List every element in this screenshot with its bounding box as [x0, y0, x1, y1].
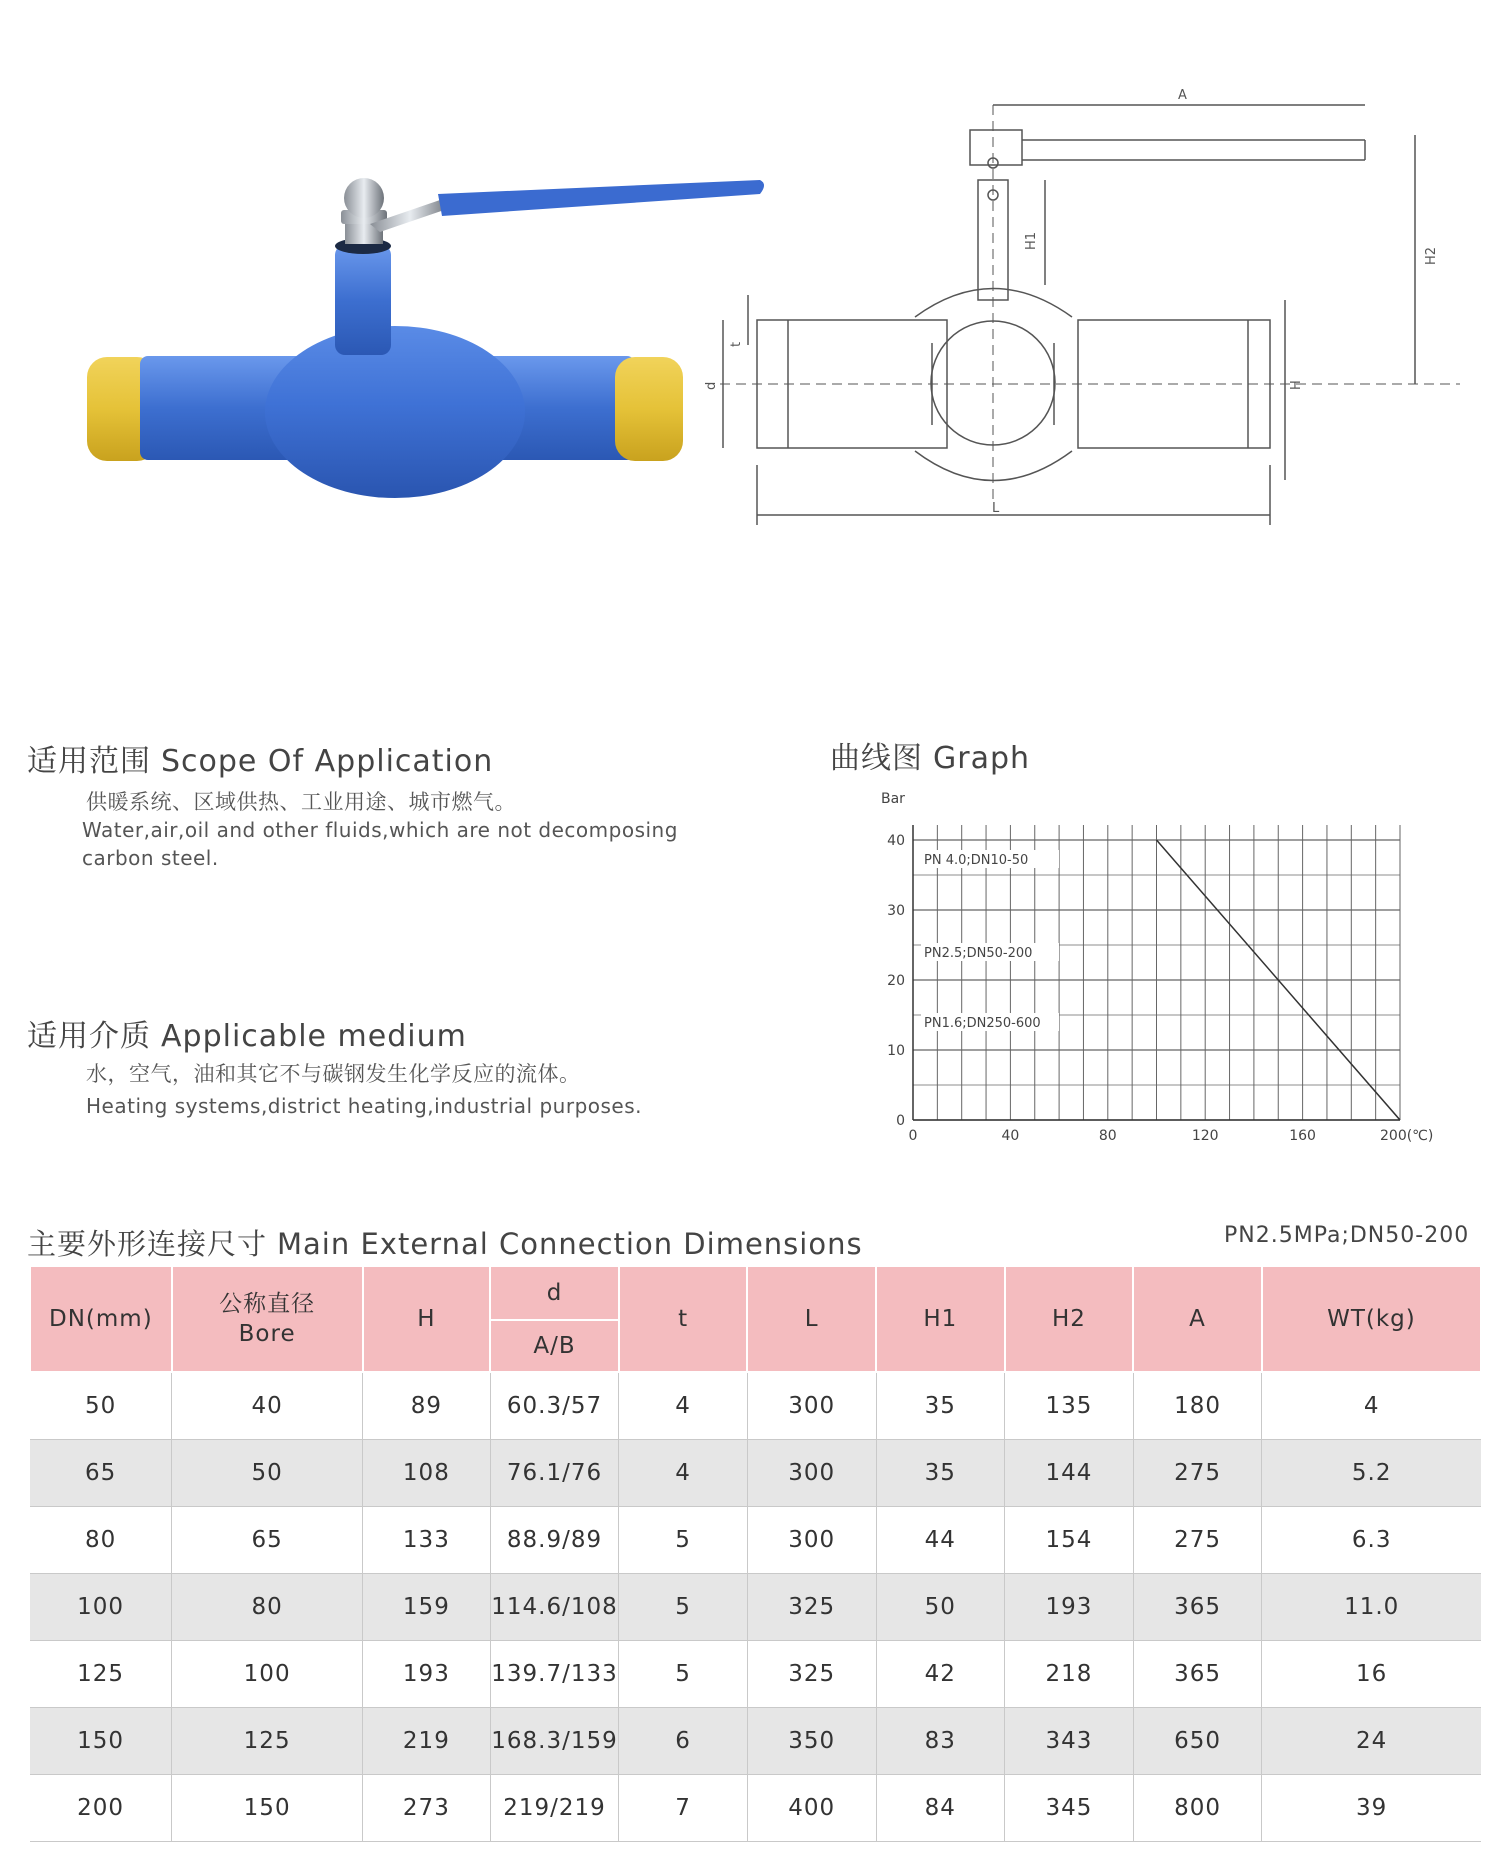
cell-a: 365: [1133, 1574, 1262, 1641]
cell-l: 300: [747, 1507, 876, 1574]
cell-t: 7: [619, 1775, 748, 1842]
annotation-label: PN1.6;DN250-600: [924, 1016, 1041, 1031]
header-t: t: [619, 1266, 748, 1372]
cell-wt: 39: [1262, 1775, 1481, 1842]
x-tick-label: 120: [1191, 1128, 1219, 1144]
cell-h2: 218: [1005, 1641, 1134, 1708]
cell-bore: 125: [172, 1708, 363, 1775]
cell-h2: 345: [1005, 1775, 1134, 1842]
cell-d-ab: 168.3/159: [490, 1708, 619, 1775]
y-axis-label: Bar: [881, 791, 905, 807]
table-row: [30, 1507, 1481, 1574]
cell-h: 89: [363, 1372, 491, 1440]
cell-wt: 11.0: [1262, 1574, 1481, 1641]
y-tick-label: 30: [887, 903, 905, 919]
cell-d-ab: 76.1/76: [490, 1440, 619, 1507]
cell-l: 350: [747, 1708, 876, 1775]
cell-h: 273: [363, 1775, 491, 1842]
cell-dn: 50: [30, 1372, 172, 1440]
graph-title-en: Graph: [933, 741, 1031, 776]
cell-wt: 5.2: [1262, 1440, 1481, 1507]
cell-t: 5: [619, 1641, 748, 1708]
cell-h2: 154: [1005, 1507, 1134, 1574]
cell-bore: 80: [172, 1574, 363, 1641]
cell-h: 159: [363, 1574, 491, 1641]
annotation-label: PN 4.0;DN10-50: [924, 853, 1029, 868]
valve-product-image: [70, 150, 770, 510]
cell-h1: 83: [876, 1708, 1005, 1775]
cell-wt: 16: [1262, 1641, 1481, 1708]
x-tick-label: 80: [1098, 1128, 1117, 1144]
y-tick-label: 10: [887, 1043, 905, 1059]
table-row: [30, 1708, 1481, 1775]
header-dn: DN(mm): [30, 1266, 172, 1372]
cell-t: 4: [619, 1372, 748, 1440]
annotation-label: PN2.5;DN50-200: [924, 946, 1033, 961]
cell-h1: 44: [876, 1507, 1005, 1574]
table-row: [30, 1440, 1481, 1507]
cell-bore: 40: [172, 1372, 363, 1440]
cell-bore: 100: [172, 1641, 363, 1708]
dims-spec: PN2.5MPa;DN50-200: [1224, 1223, 1470, 1248]
y-tick-label: 40: [887, 833, 905, 849]
cell-a: 650: [1133, 1708, 1262, 1775]
cell-dn: 80: [30, 1507, 172, 1574]
medium-title-cn: 适用介质: [27, 1019, 151, 1054]
x-tick-label: 0: [908, 1128, 918, 1144]
dim-label-a: A: [1178, 88, 1187, 103]
cell-h: 193: [363, 1641, 491, 1708]
scope-title-en: Scope Of Application: [161, 744, 494, 779]
dim-label-t: t: [729, 341, 744, 347]
cell-h: 133: [363, 1507, 491, 1574]
scope-text-en: Water,air,oil and other fluids,which are not decomposing carbon steel.: [82, 818, 678, 870]
table-row: [30, 1775, 1481, 1842]
cell-t: 5: [619, 1507, 748, 1574]
header-a: A: [1133, 1266, 1262, 1372]
cell-bore: 50: [172, 1440, 363, 1507]
cell-a: 365: [1133, 1641, 1262, 1708]
dim-label-h: H: [1289, 380, 1304, 390]
cell-l: 325: [747, 1574, 876, 1641]
cell-h2: 144: [1005, 1440, 1134, 1507]
medium-title-en: Applicable medium: [161, 1019, 467, 1054]
table-row: [30, 1574, 1481, 1641]
y-tick-label: 20: [887, 973, 905, 989]
medium-text-cn-value: 水，空气，油和其它不与碳钢发生化学反应的流体。: [86, 1062, 581, 1086]
header-h1: H1: [876, 1266, 1005, 1372]
cell-h1: 50: [876, 1574, 1005, 1641]
cell-dn: 200: [30, 1775, 172, 1842]
cell-d-ab: 88.9/89: [490, 1507, 619, 1574]
cell-t: 5: [619, 1574, 748, 1641]
table-row: [30, 1641, 1481, 1708]
dims-title: [27, 1222, 863, 1263]
dims-title-cn: 主要外形连接尺寸: [27, 1227, 268, 1261]
pressure-temperature-chart: [820, 780, 1500, 1150]
cell-h: 219: [363, 1708, 491, 1775]
cell-d-ab: 219/219: [490, 1775, 619, 1842]
cell-a: 275: [1133, 1507, 1262, 1574]
cell-bore: 65: [172, 1507, 363, 1574]
header-bore-en: Bore: [238, 1321, 296, 1347]
cell-h1: 35: [876, 1372, 1005, 1440]
cell-l: 325: [747, 1641, 876, 1708]
graph-title: [830, 733, 1030, 777]
header-d: d: [490, 1266, 619, 1320]
header-l: L: [747, 1266, 876, 1372]
cell-t: 4: [619, 1440, 748, 1507]
cell-l: 300: [747, 1372, 876, 1440]
dims-title-en: Main External Connection Dimensions: [277, 1227, 863, 1261]
table-row: [30, 1372, 1481, 1440]
cell-h1: 84: [876, 1775, 1005, 1842]
cell-l: 300: [747, 1440, 876, 1507]
graph-title-cn: 曲线图: [830, 741, 923, 776]
scope-text-cn-value: 供暖系统、区域供热、工业用途、城市燃气。: [86, 790, 516, 814]
cell-h2: 135: [1005, 1372, 1134, 1440]
cell-wt: 24: [1262, 1708, 1481, 1775]
cell-d-ab: 139.7/133: [490, 1641, 619, 1708]
dim-label-l: L: [992, 501, 1000, 516]
header-bore: [172, 1266, 363, 1372]
valve-technical-drawing: [700, 85, 1480, 555]
cell-d-ab: 60.3/57: [490, 1372, 619, 1440]
cell-dn: 150: [30, 1708, 172, 1775]
header-wt: WT(kg): [1262, 1266, 1481, 1372]
cell-dn: 65: [30, 1440, 172, 1507]
cell-d-ab: 114.6/108: [490, 1574, 619, 1641]
dim-label-h2: H2: [1424, 246, 1439, 265]
medium-text-cn: [86, 1060, 581, 1088]
header-ab: A/B: [490, 1320, 619, 1372]
scope-text-cn: [86, 788, 516, 816]
cell-h: 108: [363, 1440, 491, 1507]
medium-title: [27, 1011, 467, 1055]
dim-label-d: d: [704, 381, 719, 390]
cell-a: 800: [1133, 1775, 1262, 1842]
x-tick-label: 160: [1289, 1128, 1316, 1144]
x-tick-label: 40: [1001, 1128, 1020, 1144]
cell-a: 275: [1133, 1440, 1262, 1507]
cell-a: 180: [1133, 1372, 1262, 1440]
header-h: H: [363, 1266, 491, 1372]
dim-label-h1: H1: [1024, 231, 1039, 250]
cell-h1: 42: [876, 1641, 1005, 1708]
cell-h1: 35: [876, 1440, 1005, 1507]
header-bore-cn: 公称直径: [219, 1291, 316, 1317]
scope-title-cn: 适用范围: [27, 744, 151, 779]
dimensions-table: [29, 1265, 1482, 1842]
scope-title: [27, 736, 493, 780]
x-tick-label: 200(℃): [1380, 1128, 1434, 1144]
cell-l: 400: [747, 1775, 876, 1842]
cell-wt: 6.3: [1262, 1507, 1481, 1574]
cell-bore: 150: [172, 1775, 363, 1842]
cell-wt: 4: [1262, 1372, 1481, 1440]
medium-text-en: Heating systems,district heating,industrial purposes.: [86, 1094, 643, 1118]
cell-dn: 100: [30, 1574, 172, 1641]
cell-dn: 125: [30, 1641, 172, 1708]
y-tick-label: 0: [896, 1113, 905, 1129]
cell-h2: 193: [1005, 1574, 1134, 1641]
cell-t: 6: [619, 1708, 748, 1775]
header-h2: H2: [1005, 1266, 1134, 1372]
cell-h2: 343: [1005, 1708, 1134, 1775]
